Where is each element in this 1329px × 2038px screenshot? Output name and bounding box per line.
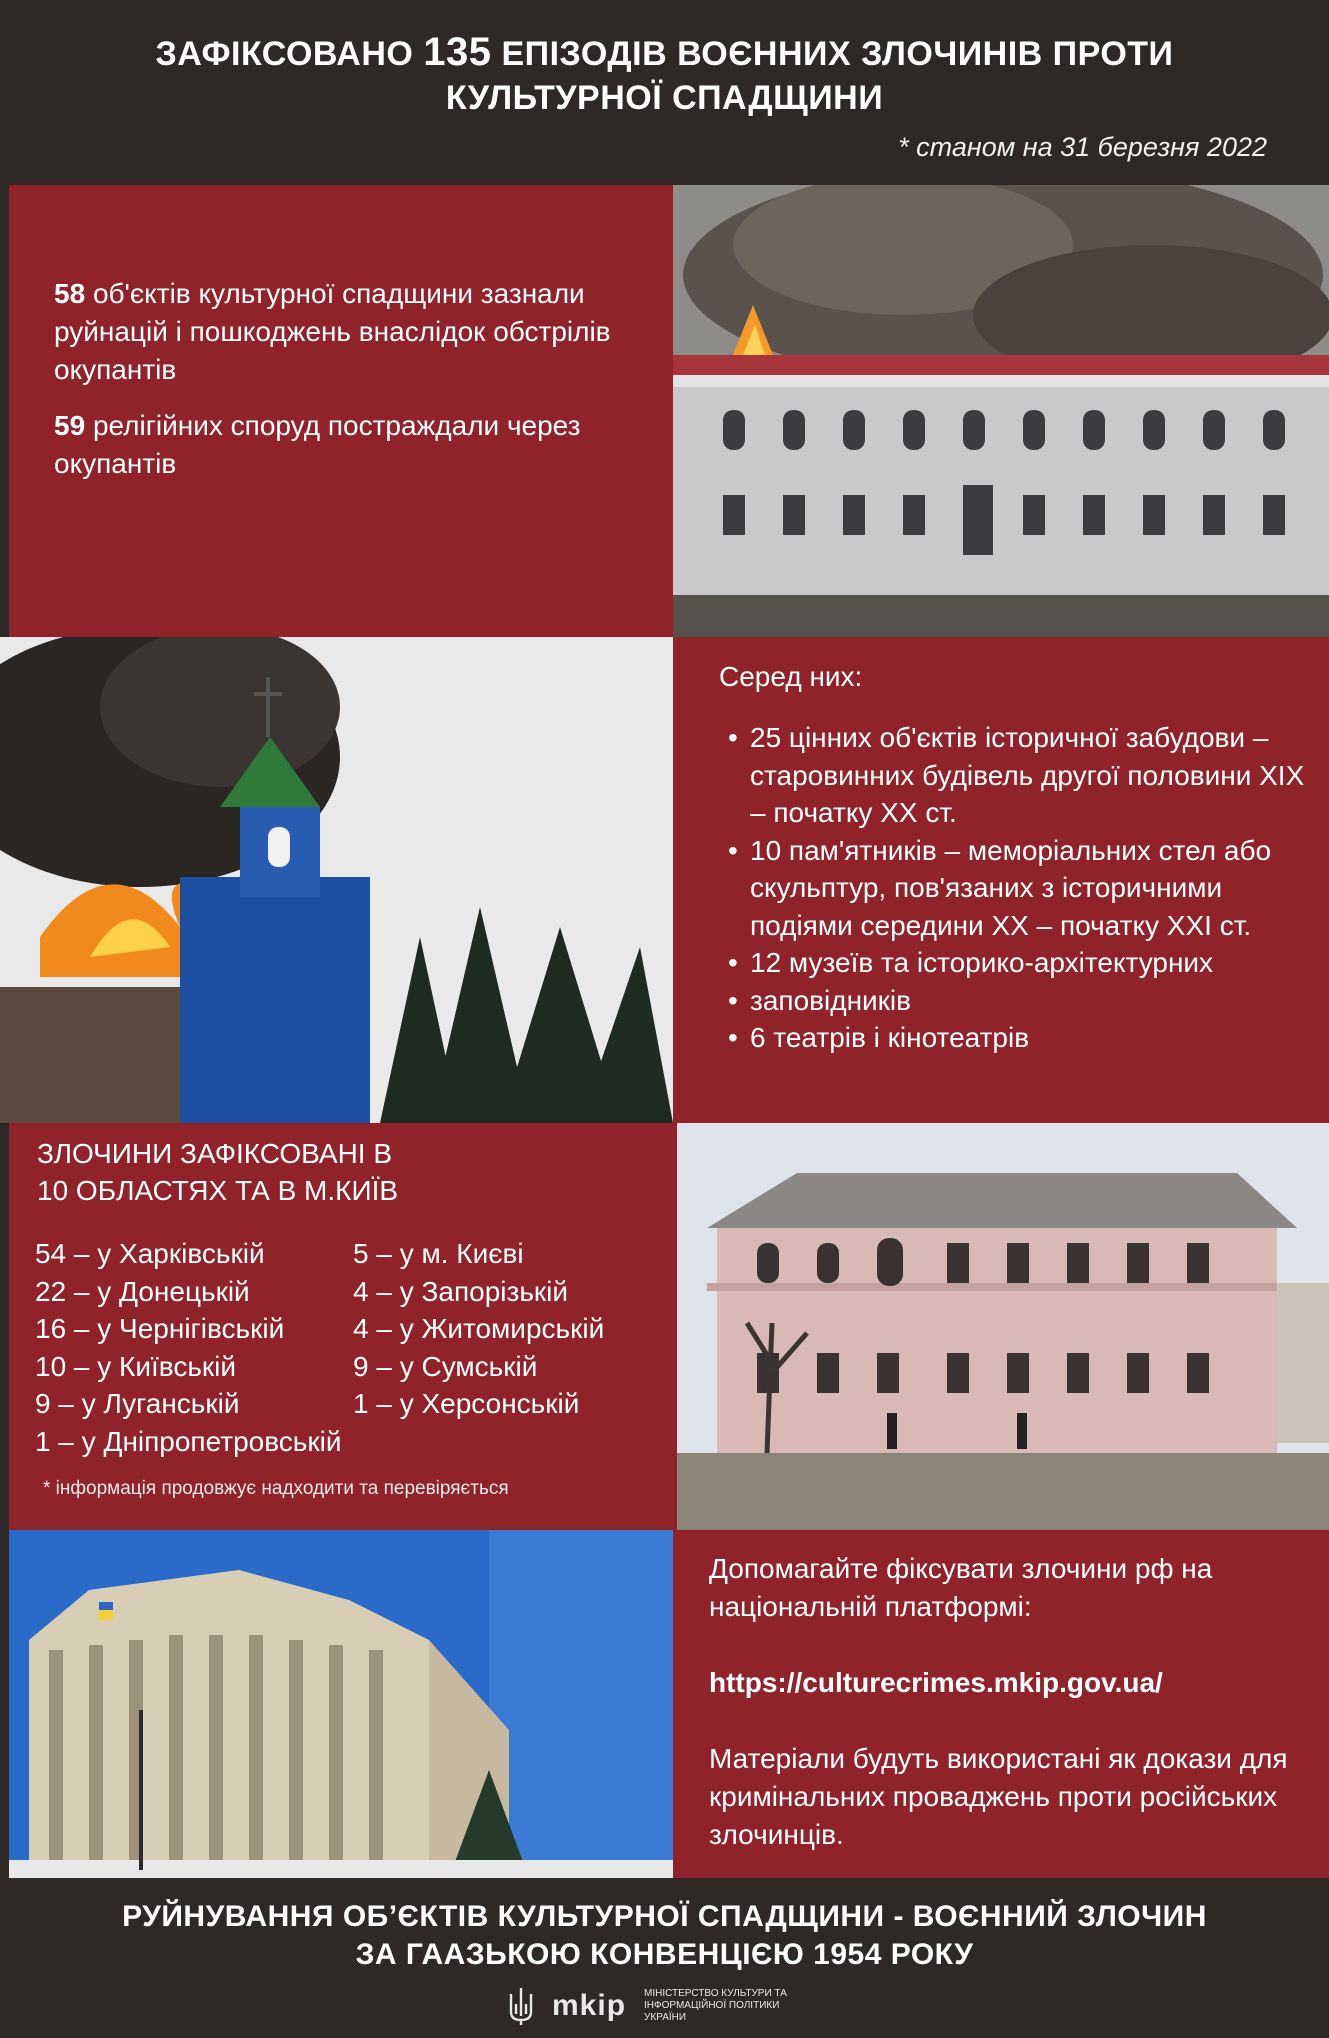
regions-column-left — [35, 1235, 341, 1460]
info-note: * інформація продовжує надходити та перевіряється — [43, 1478, 509, 1499]
regions-panel — [9, 1123, 677, 1530]
regions-column-right — [353, 1235, 604, 1423]
region-item: 5 – у м. Києві — [353, 1238, 524, 1269]
trident-icon — [508, 1986, 534, 2026]
burning-church-photo — [0, 637, 673, 1123]
damaged-administration-photo — [9, 1530, 673, 1878]
region-item: 1 – у Дніпропетровській — [35, 1425, 342, 1457]
footer — [0, 1878, 1329, 2038]
among-them-panel — [673, 637, 1329, 1123]
region-item: 4 – у Житомирській — [353, 1313, 605, 1344]
region-item: 54 – у Харківській — [35, 1238, 265, 1269]
damaged-mansion-photo — [677, 1123, 1329, 1530]
regions-heading — [37, 1135, 398, 1209]
list-item: • 6 театрів і кінотеатрів — [728, 1019, 1318, 1057]
header — [0, 0, 1329, 185]
stat-religious-number: 59 — [54, 410, 86, 441]
stat-heritage-text: об'єктів культурної спадщини зазнали руйнацій і пошкоджень внаслідок обстрілів окупантів — [54, 278, 611, 385]
footer-line1: РУЙНУВАННЯ ОБ’ЄКТІВ КУЛЬТУРНОЇ СПАДЩИНИ - ВОЄННИЙ ЗЛОЧИН — [122, 1900, 1207, 1933]
ministry-line1: МІНІСТЕРСТВО КУЛЬТУРИ ТА — [644, 1988, 787, 1999]
category-list — [728, 719, 1318, 1057]
title-line2: КУЛЬТУРНОЇ СПАДЩИНИ — [445, 79, 884, 117]
ministry-name — [644, 1988, 814, 2024]
logos — [508, 1986, 814, 2026]
stat-religious-text: релігійних споруд постраждали через окупантів — [54, 410, 581, 479]
ministry-line2: ІНФОРМАЦІЙНОЇ ПОЛІТИКИ УКРАЇНИ — [644, 2000, 780, 2023]
region-item: 16 – у Чернігівській — [35, 1313, 285, 1344]
title-count: 135 — [423, 30, 492, 74]
page-title — [0, 30, 1329, 120]
list-item: • заповідників — [728, 982, 1318, 1020]
title-prefix: ЗАФІКСОВАНО — [155, 35, 414, 73]
regions-heading-line1: ЗЛОЧИНИ ЗАФІКСОВАНІ В — [37, 1138, 393, 1169]
stat-heritage-number: 58 — [54, 278, 86, 309]
title-suffix: ЕПІЗОДІВ ВОЄННИХ ЗЛОЧИНІВ ПРОТИ — [501, 35, 1174, 73]
platform-link[interactable]: https://culturecrimes.mkip.gov.ua/ — [709, 1667, 1163, 1698]
region-item: 9 – у Сумській — [353, 1350, 538, 1382]
region-item: 22 – у Донецькій — [35, 1275, 250, 1307]
region-item: 10 – у Київській — [35, 1350, 237, 1382]
mkip-logo: mkip — [552, 1989, 627, 2022]
among-them-heading: Серед них: — [719, 661, 863, 692]
damaged-objects-panel — [9, 185, 673, 637]
region-item: 4 – у Запорізькій — [353, 1275, 569, 1307]
region-item: 1 – у Херсонській — [353, 1388, 580, 1419]
report-panel — [673, 1530, 1329, 1878]
list-item: • 10 пам'ятників – меморіальних стел або скульптур, пов'язаних з історичними подіями середини XX – початку XXI ст. — [728, 832, 1318, 945]
footer-statement — [0, 1898, 1329, 1974]
help-text: Допомагайте фіксувати злочини рф на національній платформі: — [709, 1553, 1213, 1622]
as-of-date: * станом на 31 березня 2022 — [898, 132, 1267, 162]
region-item: 9 – у Луганській — [35, 1388, 240, 1419]
list-item: • 25 цінних об'єктів історичної забудови – старовинних будівель другої половини XIX – початку XX ст. — [728, 719, 1318, 832]
stat-heritage — [54, 275, 614, 389]
burning-building-photo — [673, 185, 1329, 637]
list-item: • 12 музеїв та історико-архітектурних — [728, 944, 1318, 982]
footer-line2: ЗА ГААЗЬКОЮ КОНВЕНЦІЄЮ 1954 РОКУ — [355, 1938, 974, 1971]
stat-religious — [54, 407, 614, 483]
regions-heading-line2: 10 ОБЛАСТЯХ ТА В М.КИЇВ — [37, 1175, 399, 1206]
evidence-text: Матеріали будуть використані як докази для кримінальних проваджень проти російських злочинців. — [709, 1743, 1288, 1850]
